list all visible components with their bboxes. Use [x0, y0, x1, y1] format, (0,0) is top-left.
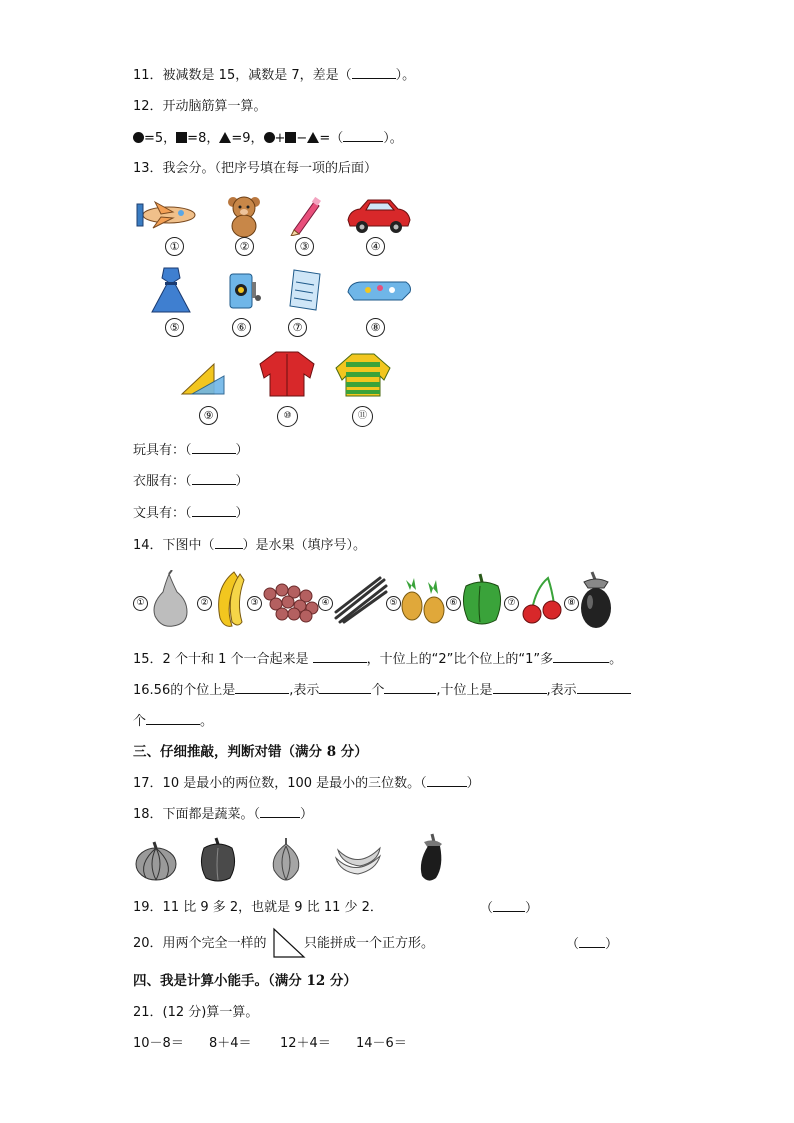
green-pepper-icon — [460, 572, 504, 628]
q20-text-end: 只能拼成一个正方形。 — [304, 936, 435, 951]
pumpkin-icon — [134, 838, 178, 882]
grapes-icon — [260, 574, 320, 624]
pencil-case-icon — [346, 278, 414, 304]
q11-answer-blank[interactable] — [352, 66, 396, 79]
item-label-6: ⑥ — [232, 318, 251, 337]
q16-text-c: 个 — [371, 683, 385, 698]
green-beans-icon — [332, 574, 388, 624]
circle-shape-icon — [133, 132, 144, 143]
fruit-label-2: ② — [197, 596, 212, 611]
q15-text: 15．2 个十和 1 个一合起来是 — [133, 652, 309, 667]
stationery-close: ） — [235, 506, 249, 521]
clothes-label: 衣服有：（ — [133, 474, 192, 489]
fruit-label-7: ⑦ — [504, 596, 519, 611]
stationery-answer-line — [133, 504, 249, 523]
calc-expr-2: 8＋4＝ — [209, 1036, 252, 1051]
question-16 — [133, 681, 631, 700]
q14-text: 14．下图中（ — [133, 538, 215, 553]
stationery-answer-blank[interactable] — [192, 504, 236, 517]
fruit-label-3: ③ — [247, 596, 262, 611]
q20-answer-blank[interactable] — [579, 935, 605, 948]
question-17 — [133, 774, 480, 793]
q12-square-eq: =8， — [187, 131, 220, 146]
q21-exprs — [133, 1035, 407, 1053]
fruit-label-5: ⑤ — [386, 596, 401, 611]
pencil-icon — [286, 194, 322, 236]
question-11 — [133, 66, 415, 85]
q12-equals: =（ — [319, 131, 344, 146]
question-19 — [133, 899, 383, 917]
q16-blank-3[interactable] — [384, 681, 436, 694]
q16-text: 16.56的个位上是 — [133, 683, 236, 698]
teddy-bear-icon — [224, 194, 264, 238]
pear-icon — [147, 570, 193, 630]
q17-close: ） — [466, 776, 480, 791]
item-label-3: ③ — [295, 237, 314, 256]
item-label-5: ⑤ — [165, 318, 184, 337]
dress-icon — [150, 266, 192, 316]
question-18 — [133, 805, 313, 824]
q16-blank-5[interactable] — [577, 681, 631, 694]
stationery-label: 文具有：（ — [133, 506, 192, 521]
q16-end: 。 — [200, 714, 214, 729]
q16-blank-2[interactable] — [319, 681, 371, 694]
question-12: 12．开动脑筋算一算。 — [133, 99, 267, 114]
q16-text-f: 个 — [133, 714, 147, 729]
bananas-gray-icon — [332, 840, 384, 882]
q20-open: （ — [566, 937, 580, 952]
q20-text: 20．用两个完全一样的 — [133, 936, 267, 951]
clothes-answer-line — [133, 472, 249, 491]
q12-close: ）。 — [383, 131, 403, 146]
toys-close: ） — [235, 443, 249, 458]
q12-circle-eq: =5， — [144, 131, 177, 146]
q18-close: ） — [300, 807, 314, 822]
item-label-8: ⑧ — [366, 318, 385, 337]
item-label-1: ① — [165, 237, 184, 256]
q16-text-b: ,表示 — [289, 683, 320, 698]
square-shape-icon — [285, 132, 296, 143]
calc-expr-3: 12＋4＝ — [280, 1036, 331, 1051]
q17-answer-blank[interactable] — [427, 774, 467, 787]
q19-open: （ — [480, 901, 494, 916]
q19-answer-blank[interactable] — [493, 899, 525, 912]
eggplant-icon — [576, 570, 616, 630]
toys-answer-blank[interactable] — [192, 441, 236, 454]
calc-expr-4: 14－6＝ — [356, 1036, 407, 1051]
triangle-shape-icon — [307, 132, 319, 143]
q11-text: 11．被减数是 15，减数是 7，差是（ — [133, 68, 352, 83]
onion-icon — [266, 836, 306, 882]
q15-answer-blank-1[interactable] — [313, 650, 367, 663]
red-coat-icon — [256, 348, 318, 398]
question-21: 21．(12 分)算一算。 — [133, 1005, 259, 1020]
q12-formula — [133, 129, 403, 148]
airplane-toy-icon — [133, 192, 199, 238]
question-16-cont — [133, 712, 213, 731]
q20-close: ） — [605, 937, 619, 952]
q16-blank-1[interactable] — [235, 681, 289, 694]
item-label-11: ⑪ — [352, 406, 373, 427]
q16-blank-6[interactable] — [146, 712, 200, 725]
item-label-9: ⑨ — [199, 406, 218, 425]
fruit-label-1: ① — [133, 596, 148, 611]
q18-text: 18．下面都是蔬菜。（ — [133, 807, 261, 822]
triangle-shape-icon — [219, 132, 231, 143]
q16-text-d: ,十位上是 — [436, 683, 493, 698]
item-label-7: ⑦ — [288, 318, 307, 337]
question-14 — [133, 536, 366, 555]
clothes-close: ） — [235, 474, 249, 489]
q15-end: 。 — [609, 652, 623, 667]
calc-expr-1: 10－8＝ — [133, 1036, 184, 1051]
circle-shape-icon — [264, 132, 275, 143]
q17-text: 17．10 是最小的两位数，100 是最小的三位数。（ — [133, 776, 427, 791]
eggplant-gray-icon — [414, 832, 448, 884]
q16-blank-4[interactable] — [493, 681, 547, 694]
question-20 — [133, 935, 267, 953]
section-3-title: 三、仔细推敲，判断对错（满分 8 分） — [133, 744, 368, 760]
q11-close: ）。 — [395, 68, 416, 83]
toys-label: 玩具有：（ — [133, 443, 192, 458]
banana-icon — [210, 568, 246, 632]
fruit-label-8: ⑧ — [564, 596, 579, 611]
fruit-label-6: ⑥ — [446, 596, 461, 611]
q18-answer-blank[interactable] — [260, 805, 300, 818]
q20-answer — [566, 935, 618, 954]
item-label-2: ② — [235, 237, 254, 256]
q12-answer-blank[interactable] — [343, 129, 383, 142]
cherries-icon — [518, 574, 566, 628]
pencil-sharpener-icon — [226, 266, 264, 312]
section-4-title: 四、我是计算小能手。（满分 12 分） — [133, 973, 357, 989]
bell-pepper-gray-icon — [198, 836, 238, 882]
notebook-icon — [286, 266, 326, 314]
item-label-4: ④ — [366, 237, 385, 256]
item-label-10: ⑩ — [277, 406, 298, 427]
q20-text-cont — [304, 935, 434, 953]
striped-sweater-icon — [332, 350, 394, 400]
q14-answer-blank[interactable] — [215, 536, 243, 549]
q19-answer — [480, 899, 538, 918]
clothes-answer-blank[interactable] — [192, 472, 236, 485]
square-shape-icon — [176, 132, 187, 143]
question-13: 13．我会分。（把序号填在每一项的后面） — [133, 161, 378, 176]
q19-close: ） — [525, 901, 539, 916]
q16-text-e: ,表示 — [546, 683, 577, 698]
q15-answer-blank-2[interactable] — [553, 650, 609, 663]
question-15 — [133, 650, 622, 669]
fruit-label-4: ④ — [318, 596, 333, 611]
q12-minus: − — [296, 131, 308, 146]
right-triangle-icon — [272, 927, 306, 959]
q12-triangle-eq: =9， — [231, 131, 264, 146]
q12-plus: + — [274, 131, 286, 146]
pineapple-icon — [398, 574, 446, 624]
triangle-ruler-icon — [178, 360, 228, 398]
toys-answer-line — [133, 441, 249, 460]
q19-text: 19．11 比 9 多 2，也就是 9 比 11 少 2． — [133, 900, 383, 915]
q14-text-end: ）是水果（填序号）。 — [242, 538, 367, 553]
toy-car-icon — [344, 196, 412, 234]
q15-text-mid: ，十位上的“2”比个位上的“1”多 — [366, 652, 554, 667]
